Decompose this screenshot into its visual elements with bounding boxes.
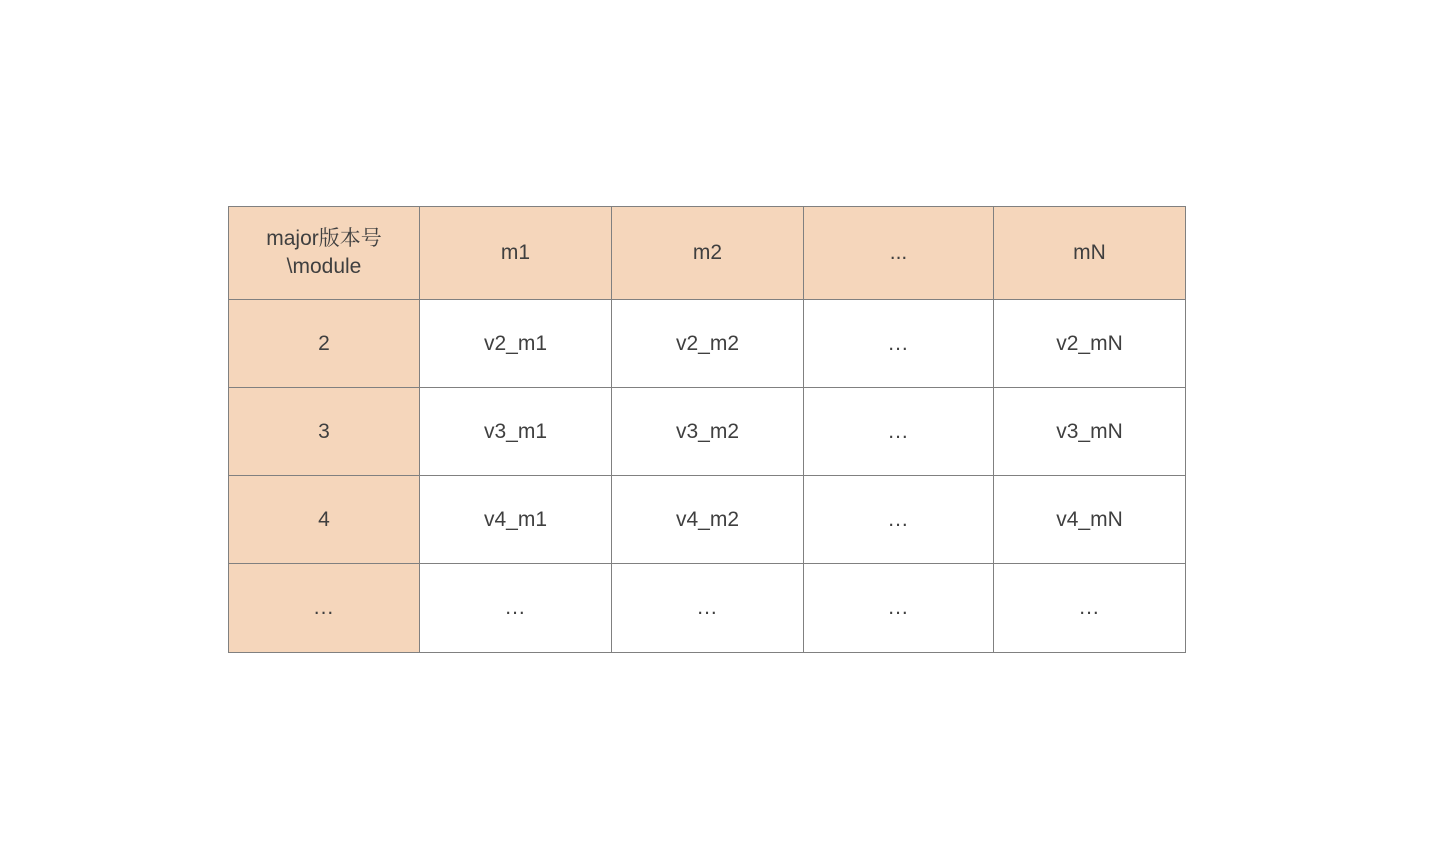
cell-v2-mN: v2_mN xyxy=(994,300,1186,388)
cell-v4-m1: v4_m1 xyxy=(420,476,612,564)
cell-v3-m2: v3_m2 xyxy=(612,388,804,476)
corner-header-cell: major版本号 \module xyxy=(229,207,420,300)
cell-v3-ellipsis: ... xyxy=(804,388,994,476)
header-row xyxy=(229,207,1186,300)
table-row xyxy=(229,300,1186,388)
cell-last-mN: ... xyxy=(994,564,1186,653)
table-head xyxy=(229,207,1186,300)
cell-last-m1: ... xyxy=(420,564,612,653)
cell-v2-m2: v2_m2 xyxy=(612,300,804,388)
cell-v2-m1: v2_m1 xyxy=(420,300,612,388)
row-header-4: 4 xyxy=(229,476,420,564)
column-header-m2: m2 xyxy=(612,207,804,300)
table-body xyxy=(229,300,1186,653)
matrix-table xyxy=(228,206,1186,653)
cell-v4-m2: v4_m2 xyxy=(612,476,804,564)
cell-last-m2: ... xyxy=(612,564,804,653)
cell-v4-ellipsis: ... xyxy=(804,476,994,564)
table-row xyxy=(229,476,1186,564)
row-header-ellipsis: ... xyxy=(229,564,420,653)
cell-v3-mN: v3_mN xyxy=(994,388,1186,476)
row-header-2: 2 xyxy=(229,300,420,388)
cell-v4-mN: v4_mN xyxy=(994,476,1186,564)
table-row xyxy=(229,388,1186,476)
table-row xyxy=(229,564,1186,653)
version-module-matrix xyxy=(228,206,1185,653)
column-header-m1: m1 xyxy=(420,207,612,300)
cell-v3-m1: v3_m1 xyxy=(420,388,612,476)
column-header-ellipsis: ... xyxy=(804,207,994,300)
cell-v2-ellipsis: ... xyxy=(804,300,994,388)
cell-last-ellipsis: ... xyxy=(804,564,994,653)
column-header-mN: mN xyxy=(994,207,1186,300)
row-header-3: 3 xyxy=(229,388,420,476)
